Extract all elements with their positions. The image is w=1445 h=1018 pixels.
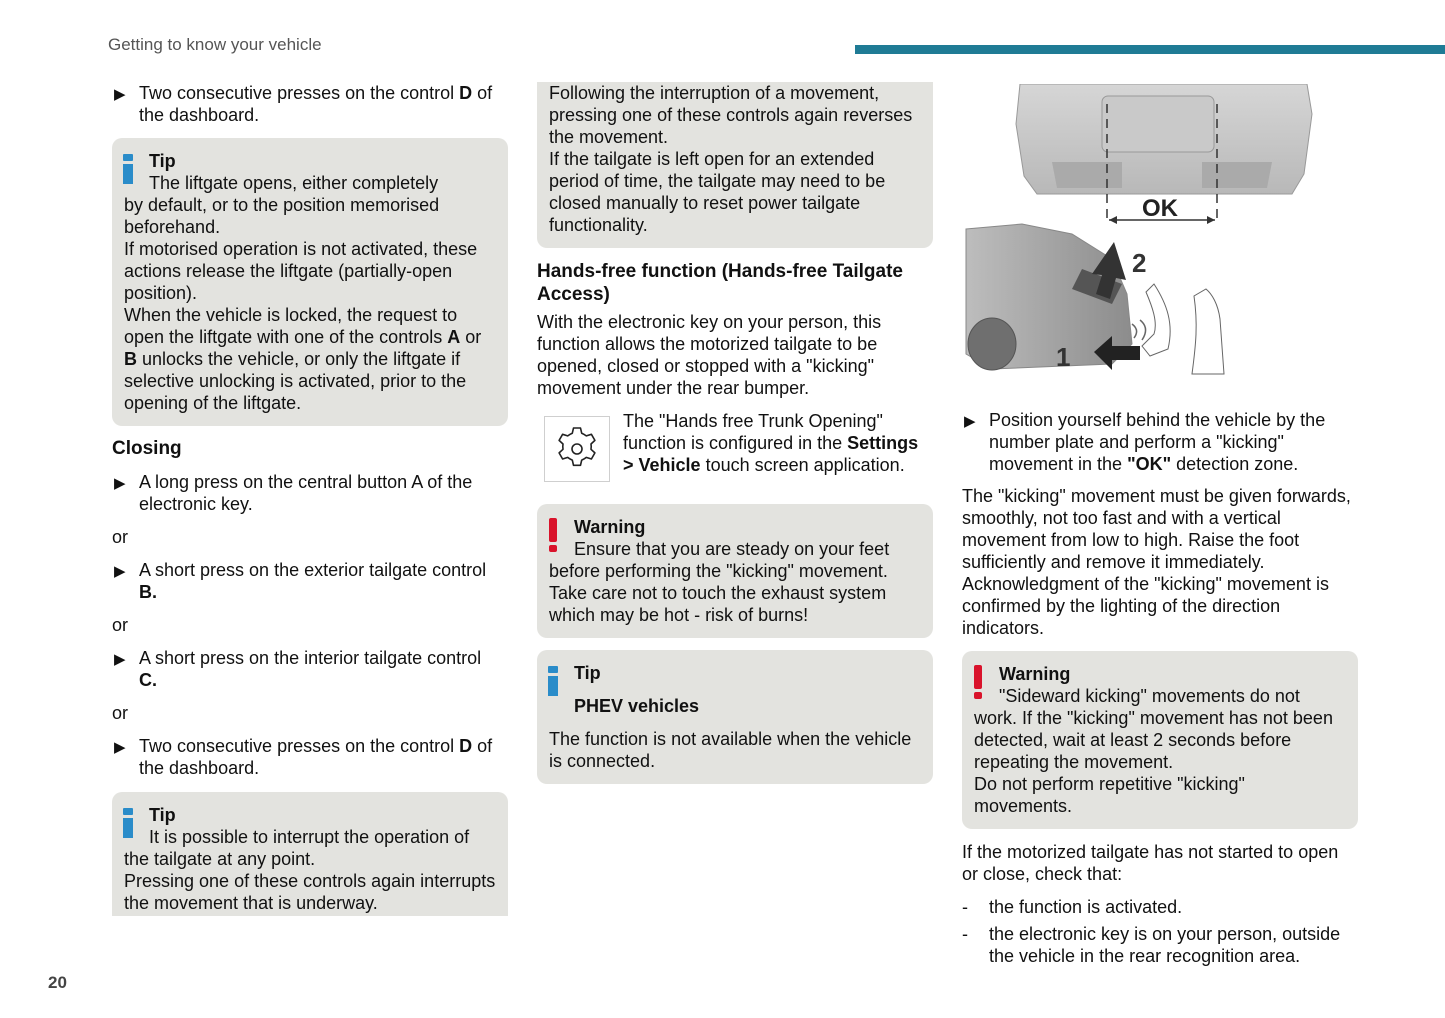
info-icon [123, 154, 133, 184]
warning-title: Warning [574, 517, 646, 537]
kick-instructions: The "kicking" movement must be given forwards, smoothly, not too fast and with a vertical movement from low to high. Raise the foot sufficiently and remove it immediately. [962, 486, 1351, 572]
warning-title: Warning [999, 664, 1071, 684]
phev-subtitle: PHEV vehicles [574, 696, 700, 716]
tip-title: Tip [149, 151, 176, 171]
or-label: or [112, 527, 129, 547]
warning-icon [548, 518, 558, 552]
tip-box-phev: Tip PHEV vehicles The function is not available when the vehicle is connected. [537, 650, 933, 784]
info-icon [123, 808, 133, 838]
closing-step-4: ▶ Two consecutive presses on the control D of the dashboard. [114, 736, 493, 778]
check-intro: If the motorized tailgate has not started to open or close, check that: [962, 842, 1339, 884]
or-label: or [112, 615, 129, 635]
page-number: 20 [48, 973, 67, 992]
bullet-two-presses: ▶ Two consecutive presses on the control D of the dashboard. [114, 83, 493, 125]
warning-icon [973, 665, 983, 699]
column-left [112, 82, 508, 916]
info-box-reverse: Following the interruption of a movement, pressing one of these controls again reverses the movement. If the tailgate is left open for an extended period of time, the tailgate may need to be closed manually to reset power tailgate functionality. [537, 82, 933, 248]
warning-box-steady: Warning Ensure that you are steady on your feet before performing the "kicking" movement. Take care not to touch the exhaust system which may be hot - risk of burns! [537, 504, 933, 638]
check-item: - the function is activated. [962, 897, 1183, 917]
header-accent-bar [855, 45, 1445, 54]
tip-title: Tip [574, 663, 601, 683]
closing-heading: Closing [112, 438, 182, 459]
tip-box-interrupt: Tip It is possible to interrupt the operation of the tailgate at any point. Pressing one of these controls again interrupts the movement that is underway. [112, 792, 508, 916]
arrow-icon: ▶ [114, 86, 126, 103]
arrow-icon: ▶ [114, 651, 126, 668]
tip-box-opening: Tip The liftgate opens, either completely by default, or to the position memorised beforehand. If motorised operation is not activated, these actions release the liftgate (partially-open position). When the vehicle is locked, the request to open the liftgate with one of the controls A or B unlocks the vehicle, or only the liftgate if selective unlocking is activated, prior to the opening of the liftgate. [112, 138, 508, 426]
info-icon [548, 666, 558, 696]
closing-step-2: ▶ A short press on the exterior tailgate control B. [114, 560, 487, 602]
handsfree-description: With the electronic key on your person, this function allows the motorized tailgate to be opened, closed or stopped with a "kicking" movement under the rear bumper. [537, 312, 882, 398]
bullet-position: ▶ Position yourself behind the vehicle by the number plate and perform a "kicking" movement in the "OK" detection zone. [964, 410, 1326, 474]
settings-note: The "Hands free Trunk Opening" function is configured in the Settings > Vehicle touch screen application. [537, 410, 933, 486]
column-middle [537, 82, 933, 784]
or-label: or [112, 703, 129, 723]
step-2-label: 2 [1132, 248, 1147, 278]
arrow-icon: ▶ [114, 563, 126, 580]
tip-title: Tip [149, 805, 176, 825]
check-item: - the electronic key is on your person, outside the vehicle in the rear recognition area. [962, 924, 1341, 966]
column-right [962, 84, 1358, 967]
arrow-icon: ▶ [964, 413, 976, 430]
acknowledgment-text: Acknowledgment of the "kicking" movement is confirmed by the lighting of the direction indicators. [962, 574, 1329, 638]
step-1-label: 1 [1056, 342, 1071, 372]
arrow-icon: ▶ [114, 475, 126, 492]
kick-sensor-illustration [962, 84, 1362, 384]
closing-step-1: ▶ A long press on the central button A of the electronic key. [114, 472, 473, 514]
ok-zone-label: OK [1142, 195, 1178, 222]
closing-step-3: ▶ A short press on the interior tailgate control C. [114, 648, 482, 690]
header-title: Getting to know your vehicle [108, 35, 322, 54]
arrow-icon: ▶ [114, 739, 126, 756]
warning-box-sideward: Warning "Sideward kicking" movements do not work. If the "kicking" movement has not been detected, wait at least 2 seconds before repeating the movement. Do not perform repetitive "kicking" movements. [962, 651, 1358, 829]
gear-icon [544, 416, 610, 482]
handsfree-heading: Hands-free function (Hands-free Tailgate Access) [537, 261, 903, 305]
